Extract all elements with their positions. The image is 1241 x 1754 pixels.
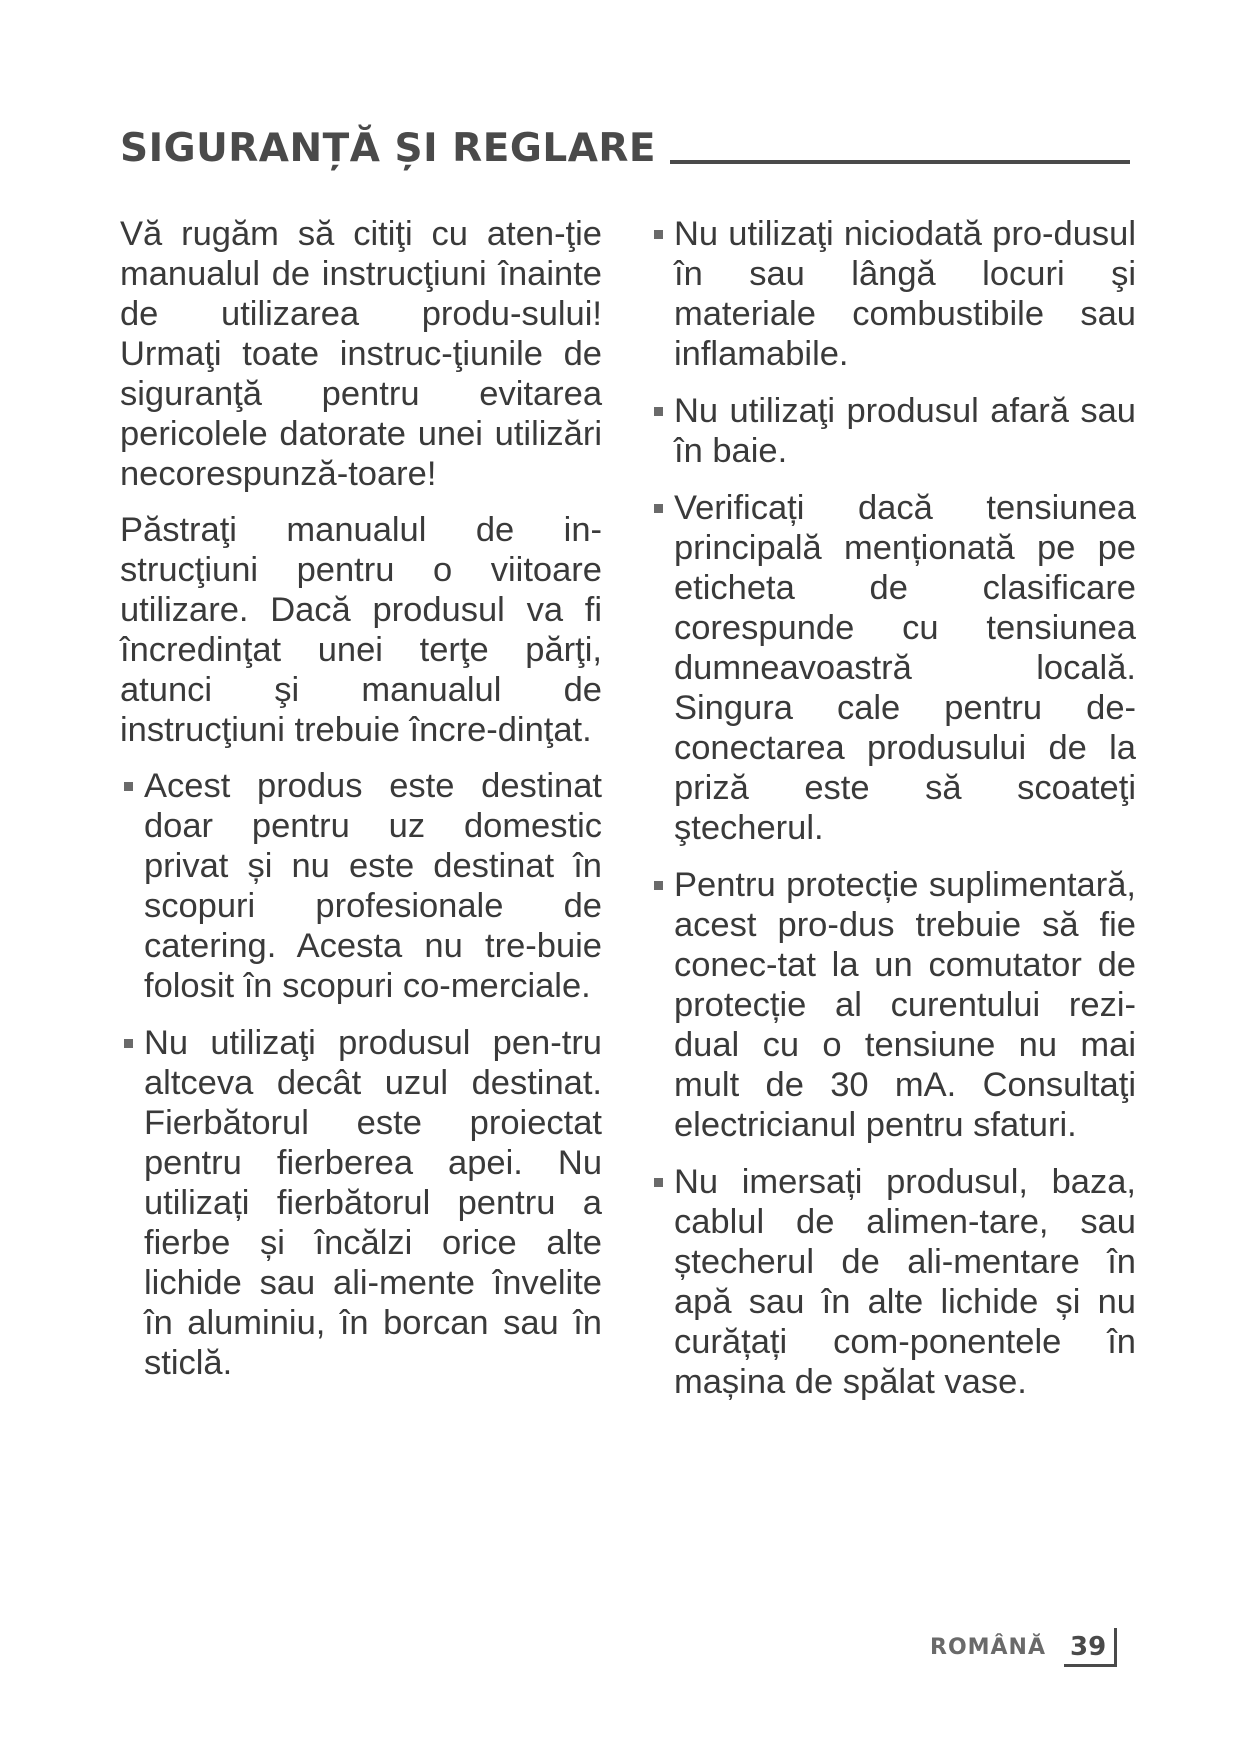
- list-item: [650, 214, 1136, 374]
- page-number: 39: [1064, 1628, 1117, 1667]
- left-bullet-list: [120, 766, 602, 1383]
- right-bullet-list: [650, 214, 1136, 1402]
- list-item: [650, 1162, 1136, 1402]
- bullet-square-icon: [654, 881, 663, 890]
- list-item-text: Nu utilizaţi niciodată pro-dusul în sau lângă locuri şi materiale combustibile sau inflamabile.: [674, 215, 1136, 373]
- list-item: [120, 1023, 602, 1383]
- right-column: [650, 214, 1136, 1419]
- list-item: [650, 865, 1136, 1145]
- page-header: [120, 112, 1130, 171]
- list-item-text: Nu utilizaţi produsul pen-tru altceva decât uzul destinat. Fierbătorul este proiectat pentru fierberea apei. Nu utilizați fierbătorul pentru a fierbe și încălzi orice alte lichide sau ali-mente învelite în aluminiu, în borcan sau în sticlă.: [144, 1024, 602, 1382]
- bullet-square-icon: [654, 230, 663, 239]
- list-item: [120, 766, 602, 1006]
- language-label: ROMÂNĂ: [930, 1634, 1046, 1660]
- list-item-text: Pentru protecție suplimentară, acest pro-dus trebuie să fie conec-tat la un comutator de protecție al curentului rezi-dual cu o tensiune nu mai mult de 30 mA. Consultaţi electricianul pentru sfaturi.: [674, 866, 1136, 1144]
- bullet-square-icon: [654, 504, 663, 513]
- list-item: [650, 488, 1136, 848]
- left-column: [120, 214, 602, 1400]
- bullet-square-icon: [654, 1178, 663, 1187]
- list-item-text: Verificați dacă tensiunea principală menționată pe pe eticheta de clasificare corespunde cu tensiunea dumneavoastră locală. Singura cale pentru de-conectarea produsului de la priză este să scoateţi ştecherul.: [674, 489, 1136, 847]
- bullet-square-icon: [124, 782, 133, 791]
- intro-paragraph: Vă rugăm să citiţi cu aten-ţie manualul de instrucţiuni înainte de utilizarea produ-sului! Urmaţi toate instruc-ţiunile de siguranţă pentru evitarea pericolele datorate unei utilizări necorespunză-toare!: [120, 215, 602, 493]
- list-item-text: Nu utilizaţi produsul afară sau în baie.: [674, 392, 1136, 470]
- list-item-text: Acest produs este destinat doar pentru uz domestic privat și nu este destinat în scopuri profesionale de catering. Acesta nu tre-buie folosit în scopuri co-merciale.: [144, 767, 602, 1005]
- page-title: SIGURANȚĂ ȘI REGLARE: [120, 126, 657, 171]
- page-footer: [930, 1625, 1117, 1669]
- keep-manual-paragraph: Păstraţi manualul de in-strucţiuni pentru o viitoare utilizare. Dacă produsul va fi încredinţat unei terţe părţi, atunci şi manualul de instrucţiuni trebuie încre-dinţat.: [120, 511, 602, 749]
- bullet-square-icon: [124, 1039, 133, 1048]
- list-item-text: Nu imersați produsul, baza, cablul de alimen-tare, sau ștecherul de ali-mentare în apă sau în alte lichide și nu curățați com-ponentele în mașina de spălat vase.: [674, 1163, 1136, 1401]
- list-item: [650, 391, 1136, 471]
- title-rule: [670, 160, 1130, 164]
- bullet-square-icon: [654, 407, 663, 416]
